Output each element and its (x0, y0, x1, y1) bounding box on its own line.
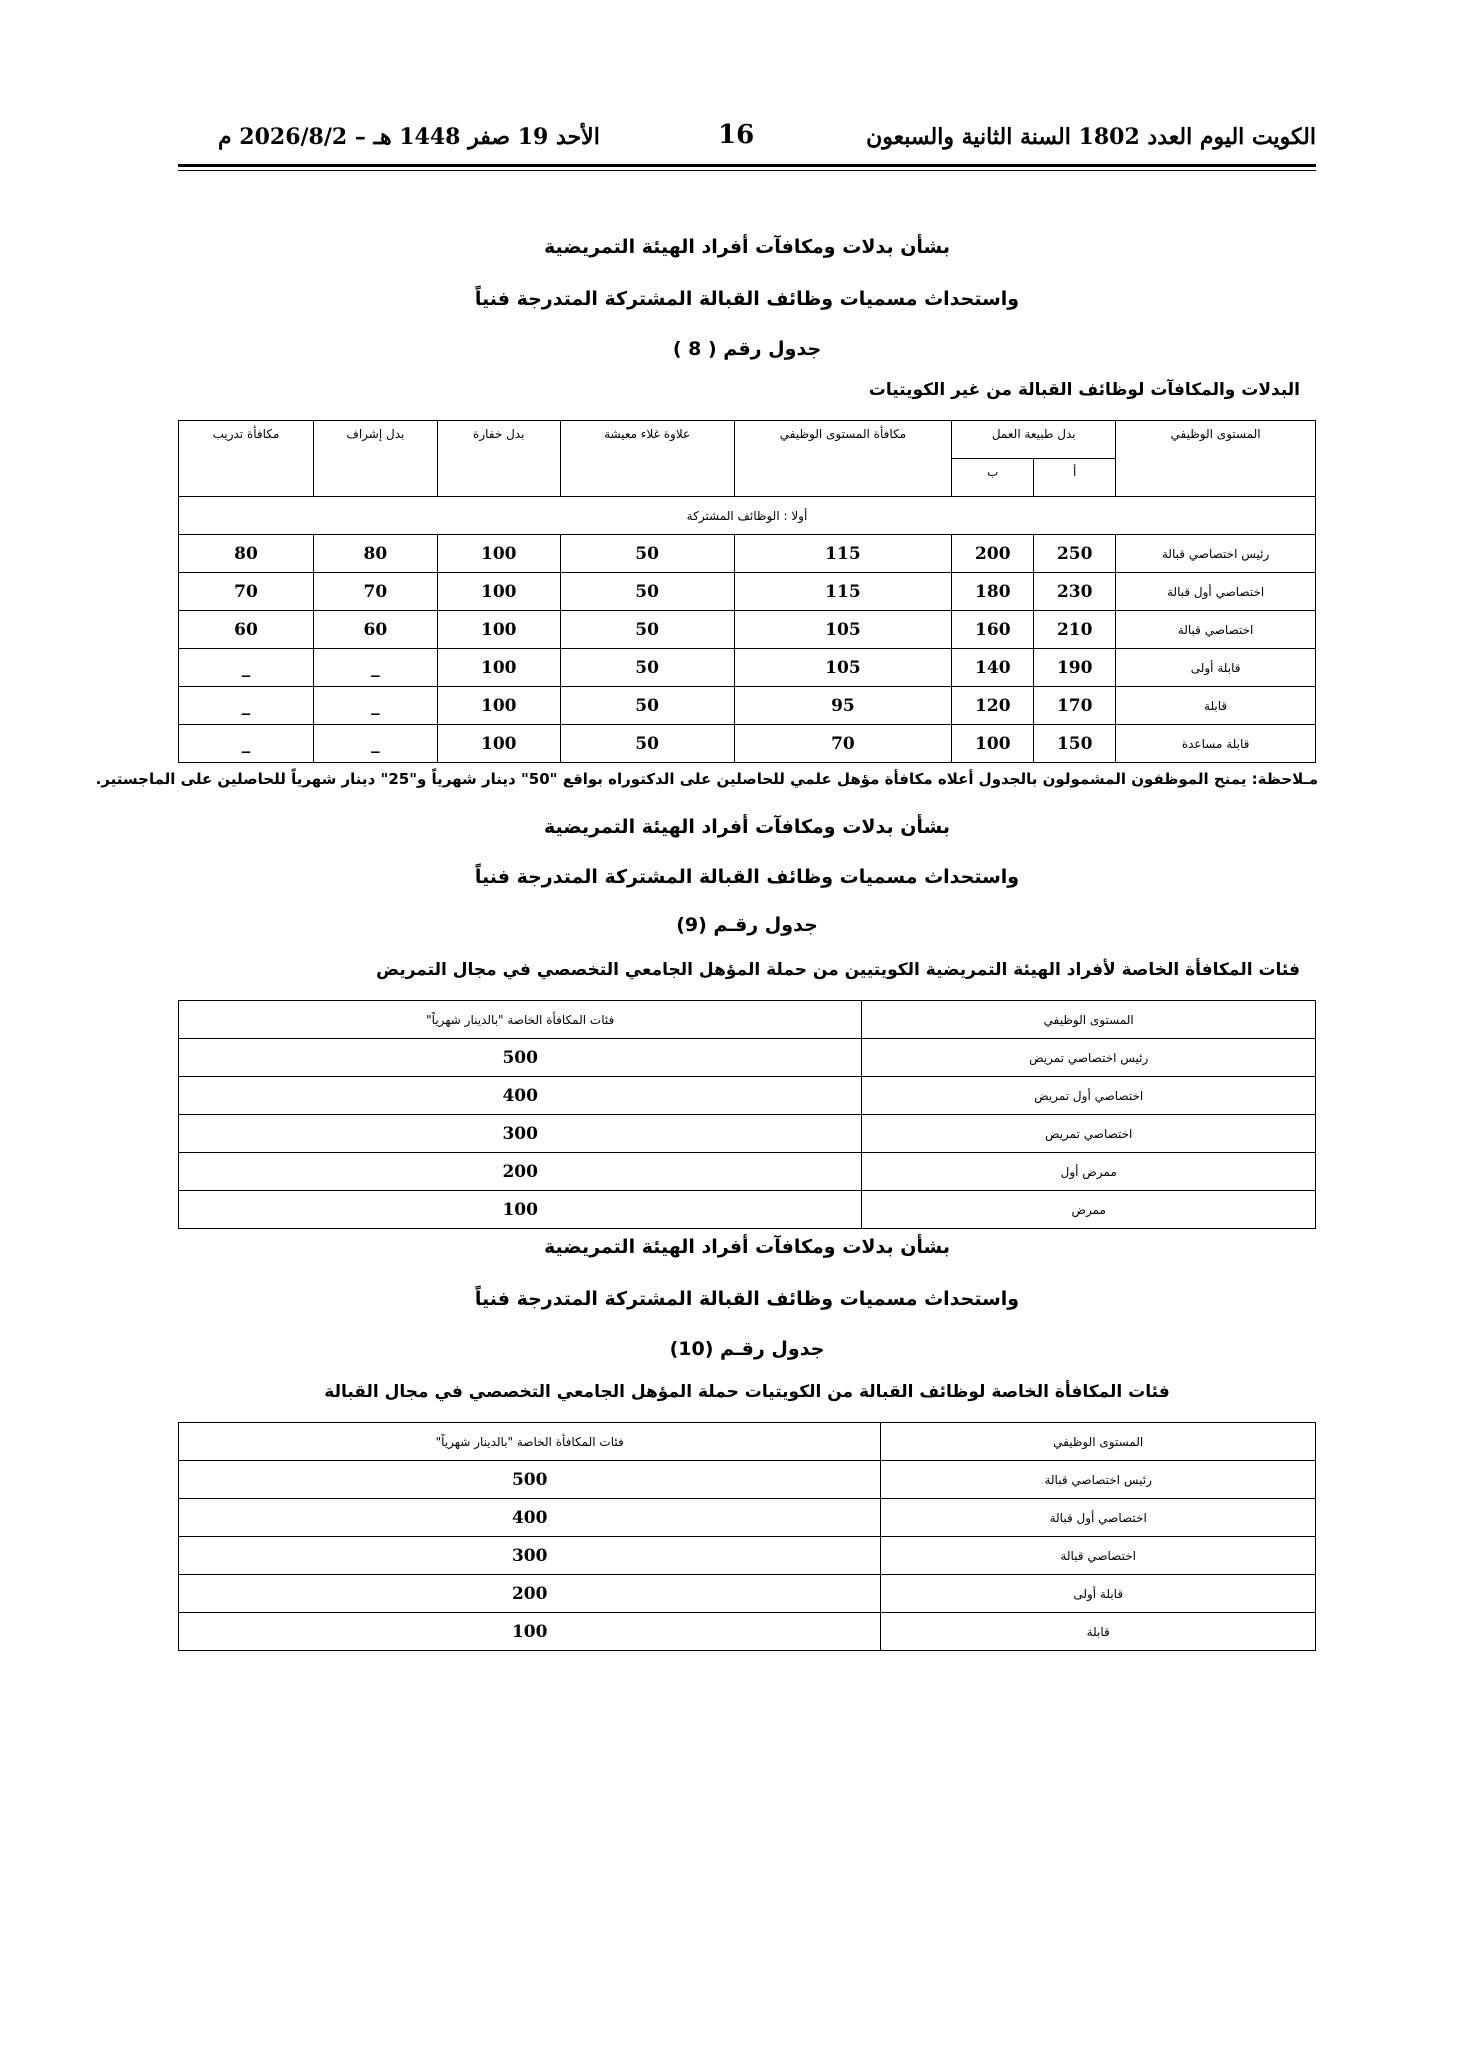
cell-nature-a: 150 (1034, 725, 1116, 763)
cell-supervision: _ (313, 687, 437, 725)
cell-nature-b: 200 (952, 535, 1034, 573)
cell-level: اختصاصي تمريض (862, 1115, 1316, 1153)
table-8-note: مـلاحظة: يمنح الموظفون المشمولون بالجدول أعلاه مكافأة مؤهل علمي للحاصلين على الدكتوراه بواقع "50" دينار شهرياً و"25" دينار شهرياً للحاصلين على الماجستير. (95, 770, 1318, 788)
table-8 (178, 420, 1316, 763)
cell-cost-of-living: 50 (560, 649, 734, 687)
cell-training: 80 (179, 535, 314, 573)
header-level: المستوى الوظيفي (881, 1423, 1316, 1461)
cell-on-call: 100 (437, 535, 560, 573)
table-row (179, 573, 1316, 611)
section1-title2: واستحداث مسميات وظائف القبالة المشتركة المتدرجة فنياً (474, 288, 1020, 310)
cell-on-call: 100 (437, 687, 560, 725)
page-number: 16 (718, 120, 755, 150)
section3-caption: فئات المكافأة الخاصة لوظائف القبالة من الكويتيات حملة المؤهل الجامعي التخصصي في مجال القبالة (324, 1382, 1170, 1402)
header-level: المستوى الوظيفي (1116, 421, 1316, 497)
cell-amount: 300 (179, 1115, 862, 1153)
cell-amount: 500 (179, 1039, 862, 1077)
cell-level-bonus: 95 (734, 687, 952, 725)
table-row (179, 1191, 1316, 1229)
cell-level: رئيس اختصاصي تمريض (862, 1039, 1316, 1077)
header-issue-info: الكويت اليوم العدد 1802 السنة الثانية والسبعون (866, 124, 1316, 150)
header-rule-thin (178, 170, 1316, 171)
cell-supervision: _ (313, 649, 437, 687)
cell-level-bonus: 115 (734, 573, 952, 611)
section2-title2: واستحداث مسميات وظائف القبالة المشتركة المتدرجة فنياً (474, 866, 1020, 888)
header-date: الأحد 19 صفر 1448 هـ – 2026/8/2 م (218, 124, 600, 150)
cell-training: 60 (179, 611, 314, 649)
cell-amount: 100 (179, 1191, 862, 1229)
table-row (179, 1575, 1316, 1613)
table-row (179, 1153, 1316, 1191)
cell-nature-a: 170 (1034, 687, 1116, 725)
cell-amount: 100 (179, 1613, 881, 1651)
cell-level: اختصاصي قبالة (1116, 611, 1316, 649)
cell-amount: 400 (179, 1499, 881, 1537)
header-nature-b: ب (952, 459, 1034, 497)
header-on-call: بدل خفارة (437, 421, 560, 497)
cell-nature-a: 230 (1034, 573, 1116, 611)
cell-level-bonus: 115 (734, 535, 952, 573)
cell-level: اختصاصي قبالة (881, 1537, 1316, 1575)
table-9 (178, 1000, 1316, 1229)
cell-level: قابلة أولى (881, 1575, 1316, 1613)
section1-caption: البدلات والمكافآت لوظائف القبالة من غير الكويتيات (868, 380, 1300, 400)
header-amount: فئات المكافأة الخاصة "بالدينار شهرياً" (179, 1001, 862, 1039)
cell-cost-of-living: 50 (560, 535, 734, 573)
cell-amount: 300 (179, 1537, 881, 1575)
cell-training: _ (179, 649, 314, 687)
table-10 (178, 1422, 1316, 1651)
table-row (179, 1461, 1316, 1499)
cell-level-bonus: 105 (734, 611, 952, 649)
table-row (179, 649, 1316, 687)
cell-nature-b: 140 (952, 649, 1034, 687)
section2-title1: بشأن بدلات ومكافآت أفراد الهيئة التمريضية (543, 816, 951, 838)
cell-level: ممرض أول (862, 1153, 1316, 1191)
cell-amount: 200 (179, 1153, 862, 1191)
cell-amount: 500 (179, 1461, 881, 1499)
cell-level: اختصاصي أول قبالة (881, 1499, 1316, 1537)
header-supervision: بدل إشراف (313, 421, 437, 497)
table-row (179, 1537, 1316, 1575)
cell-level: ممرض (862, 1191, 1316, 1229)
header-training: مكافأة تدريب (179, 421, 314, 497)
cell-supervision: 80 (313, 535, 437, 573)
table-row (179, 1115, 1316, 1153)
cell-amount: 400 (179, 1077, 862, 1115)
cell-level: قابلة أولى (1116, 649, 1316, 687)
cell-on-call: 100 (437, 725, 560, 763)
header-nature: بدل طبيعة العمل (952, 421, 1116, 459)
cell-training: 70 (179, 573, 314, 611)
group-label: أولا : الوظائف المشتركة (179, 497, 1316, 535)
cell-nature-a: 250 (1034, 535, 1116, 573)
table-row (179, 725, 1316, 763)
cell-nature-b: 120 (952, 687, 1034, 725)
table-row (179, 611, 1316, 649)
cell-level: قابلة (1116, 687, 1316, 725)
cell-level: رئيس اختصاصي قبالة (1116, 535, 1316, 573)
table-row (179, 535, 1316, 573)
table-row (179, 687, 1316, 725)
header-cost-of-living: علاوة غلاء معيشة (560, 421, 734, 497)
cell-nature-b: 180 (952, 573, 1034, 611)
cell-cost-of-living: 50 (560, 611, 734, 649)
section2-table-title: جدول رقـم (9) (676, 914, 818, 936)
table-row (179, 1039, 1316, 1077)
cell-nature-b: 100 (952, 725, 1034, 763)
section3-title2: واستحداث مسميات وظائف القبالة المشتركة المتدرجة فنياً (474, 1288, 1020, 1310)
table-row (179, 1613, 1316, 1651)
cell-nature-a: 190 (1034, 649, 1116, 687)
cell-level: قابلة (881, 1613, 1316, 1651)
cell-level: اختصاصي أول تمريض (862, 1077, 1316, 1115)
header-amount: فئات المكافأة الخاصة "بالدينار شهرياً" (179, 1423, 881, 1461)
cell-on-call: 100 (437, 611, 560, 649)
cell-cost-of-living: 50 (560, 687, 734, 725)
cell-supervision: 60 (313, 611, 437, 649)
cell-nature-a: 210 (1034, 611, 1116, 649)
section1-table-title: جدول رقم ( 8 ) (672, 338, 822, 360)
cell-supervision: 70 (313, 573, 437, 611)
cell-cost-of-living: 50 (560, 573, 734, 611)
cell-nature-b: 160 (952, 611, 1034, 649)
cell-training: _ (179, 687, 314, 725)
section1-title1: بشأن بدلات ومكافآت أفراد الهيئة التمريضية (543, 236, 951, 258)
page-header (178, 120, 1316, 156)
cell-level: رئيس اختصاصي قبالة (881, 1461, 1316, 1499)
table-row (179, 1077, 1316, 1115)
table-row (179, 1499, 1316, 1537)
cell-on-call: 100 (437, 649, 560, 687)
section3-title1: بشأن بدلات ومكافآت أفراد الهيئة التمريضية (543, 1236, 951, 1258)
header-rule-thick (178, 164, 1316, 167)
header-nature-a: أ (1034, 459, 1116, 497)
header-level: المستوى الوظيفي (862, 1001, 1316, 1039)
cell-level: اختصاصي أول قبالة (1116, 573, 1316, 611)
cell-amount: 200 (179, 1575, 881, 1613)
cell-level-bonus: 105 (734, 649, 952, 687)
cell-level-bonus: 70 (734, 725, 952, 763)
section2-caption: فئات المكافأة الخاصة لأفراد الهيئة التمريضية الكويتيين من حملة المؤهل الجامعي التخصصي في مجال التمريض (376, 960, 1300, 980)
cell-training: _ (179, 725, 314, 763)
cell-cost-of-living: 50 (560, 725, 734, 763)
cell-supervision: _ (313, 725, 437, 763)
cell-on-call: 100 (437, 573, 560, 611)
header-level-bonus: مكافأة المستوى الوظيفي (734, 421, 952, 497)
section3-table-title: جدول رقـم (10) (669, 1338, 825, 1360)
cell-level: قابلة مساعدة (1116, 725, 1316, 763)
